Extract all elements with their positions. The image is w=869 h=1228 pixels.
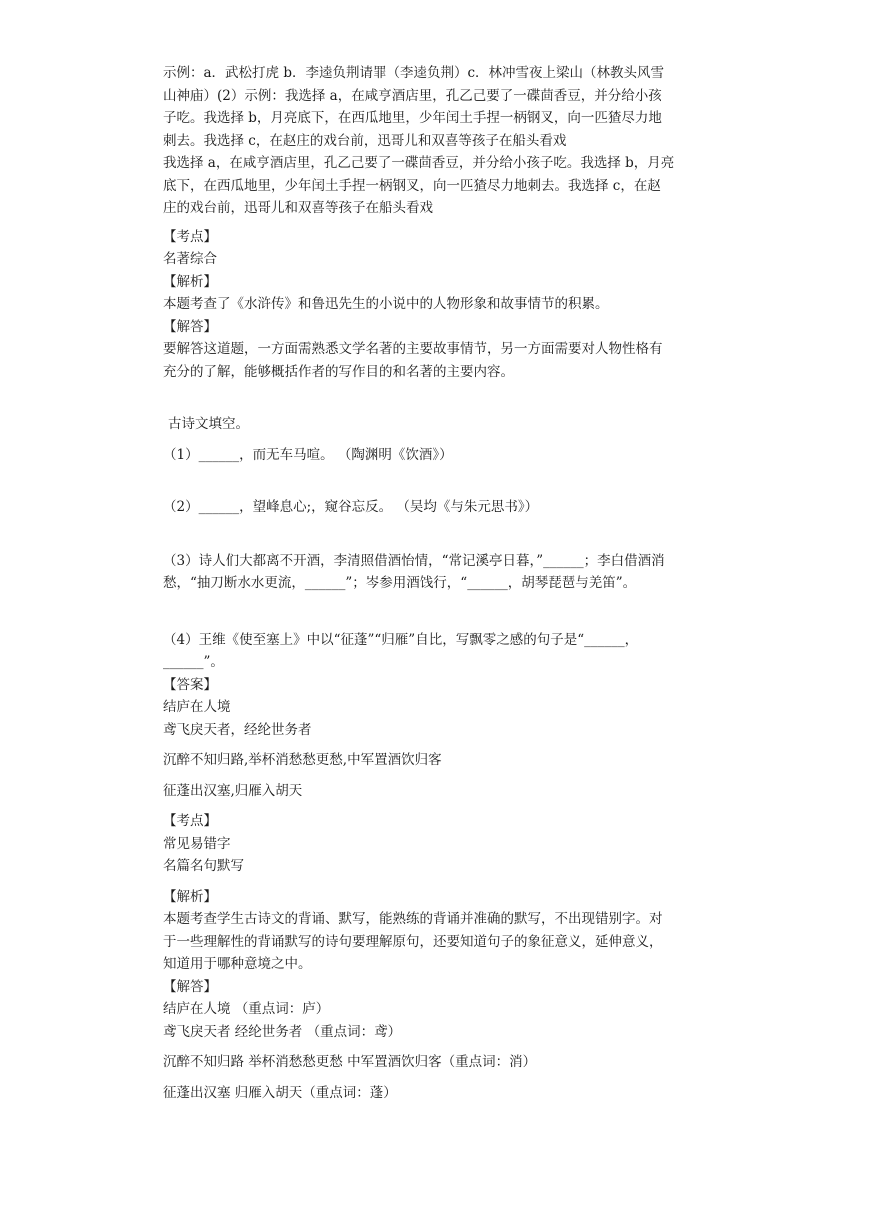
jieda-text: 征蓬出汉塞 归雁入胡天（重点词：蓬） bbox=[163, 1084, 397, 1101]
answer-line: 我选择 a，在咸亨酒店里，孔乙己要了一碟茴香豆，并分给小孩子吃。我选择 b，月亮 bbox=[163, 155, 675, 171]
kaodian-text: 名篇名句默写 bbox=[163, 858, 244, 874]
kaodian-text: 名著综合 bbox=[163, 251, 217, 267]
jiexi-text: 知道用于哪种意境之中。 bbox=[163, 956, 312, 972]
question-item-2: （2）______，望峰息心;，窥谷忘反。 （吴均《与朱元思书》） bbox=[163, 499, 539, 515]
answer-line: 子吃。我选择 b，月亮底下，在西瓜地里，少年闰土手捏一柄钢叉，向一匹猹尽力地 bbox=[163, 110, 662, 126]
question-item-3: （3）诗人们大都离不开酒，李清照借酒怡情，“常记溪亭日暮，”______；李白借酒消 bbox=[163, 552, 665, 569]
question-item-1: （1）______，而无车马喧。 （陶渊明《饮酒》） bbox=[163, 446, 453, 463]
daan-heading: 【答案】 bbox=[163, 676, 217, 693]
jieda-text: 鸢飞戾天者 经纶世务者 （重点词：鸢） bbox=[163, 1023, 402, 1040]
jiexi-text: 本题考查了《水浒传》和鲁迅先生的小说中的人物形象和故事情节的积累。 bbox=[163, 296, 609, 312]
jieda-text: 结庐在人境 （重点词：庐） bbox=[163, 1001, 330, 1017]
q2-answer bbox=[163, 674, 748, 1105]
daan-text: 结庐在人境 bbox=[163, 699, 231, 715]
answer-line: 底下，在西瓜地里，少年闰土手捏一柄钢叉，向一匹猹尽力地刺去。我选择 c，在赵 bbox=[163, 177, 661, 194]
jiexi-heading: 【解析】 bbox=[163, 888, 217, 905]
question-item-4: （4）王维《使至塞上》中以“征蓬”“归雁”自比，写飘零之感的句子是“______， bbox=[163, 631, 639, 648]
jiexi-text: 本题考查学生古诗文的背诵、默写，能熟练的背诵并准确的默写，不出现错别字。对 bbox=[163, 911, 663, 927]
jieda-text: 要解答这道题，一方面需熟悉文学名著的主要故事情节，另一方面需要对人物性格有 bbox=[163, 341, 663, 357]
answer-block bbox=[163, 62, 748, 220]
jieda-text: 充分的了解，能够概括作者的写作目的和名著的主要内容。 bbox=[163, 363, 514, 380]
jieda-text: 沉醉不知归路 举杯消愁愁更愁 中军置酒饮归客（重点词：消） bbox=[163, 1054, 537, 1070]
q2-question bbox=[163, 413, 748, 674]
answer-line: 示例：a．武松打虎 b．李逵负荆请罪（李逵负荆）c．林冲雪夜上梁山（林教头风雪 bbox=[163, 65, 665, 81]
kaodian-heading: 【考点】 bbox=[163, 228, 217, 245]
jiexi-text: 于一些理解性的背诵默写的诗句要理解原句，还要知道句子的象征意义，延伸意义， bbox=[163, 933, 663, 950]
jieda-heading: 【解答】 bbox=[163, 318, 217, 335]
daan-text: 鸢飞戾天者，经纶世务者 bbox=[163, 721, 312, 738]
kaodian-text: 常见易错字 bbox=[163, 835, 231, 852]
question-item-4-cont: ______”。 bbox=[163, 654, 224, 670]
answer-line: 庄的戏台前，迅哥儿和双喜等孩子在船头看戏 bbox=[163, 200, 433, 216]
answer-line: 刺去。我选择 c，在赵庄的戏台前，迅哥儿和双喜等孩子在船头看戏 bbox=[163, 132, 567, 149]
document-page bbox=[163, 62, 748, 1104]
kaodian-heading: 【考点】 bbox=[163, 813, 217, 829]
daan-text: 征蓬出汉塞,归雁入胡天 bbox=[163, 782, 303, 799]
question-title: 古诗文填空。 bbox=[168, 416, 249, 432]
jieda-heading: 【解答】 bbox=[163, 978, 217, 995]
q1-analysis bbox=[163, 226, 748, 384]
question-item-3-cont: 愁，“抽刀断水水更流，______”；岑参用酒饯行，“______，胡琴琵琶与羌笛”。 bbox=[163, 575, 637, 591]
jiexi-heading: 【解析】 bbox=[163, 273, 217, 290]
answer-line: 山神庙）(2）示例：我选择 a，在咸亨酒店里，孔乙己要了一碟茴香豆，并分给小孩 bbox=[163, 87, 662, 104]
daan-text: 沉醉不知归路,举杯消愁愁更愁,中军置酒饮归客 bbox=[163, 752, 442, 768]
